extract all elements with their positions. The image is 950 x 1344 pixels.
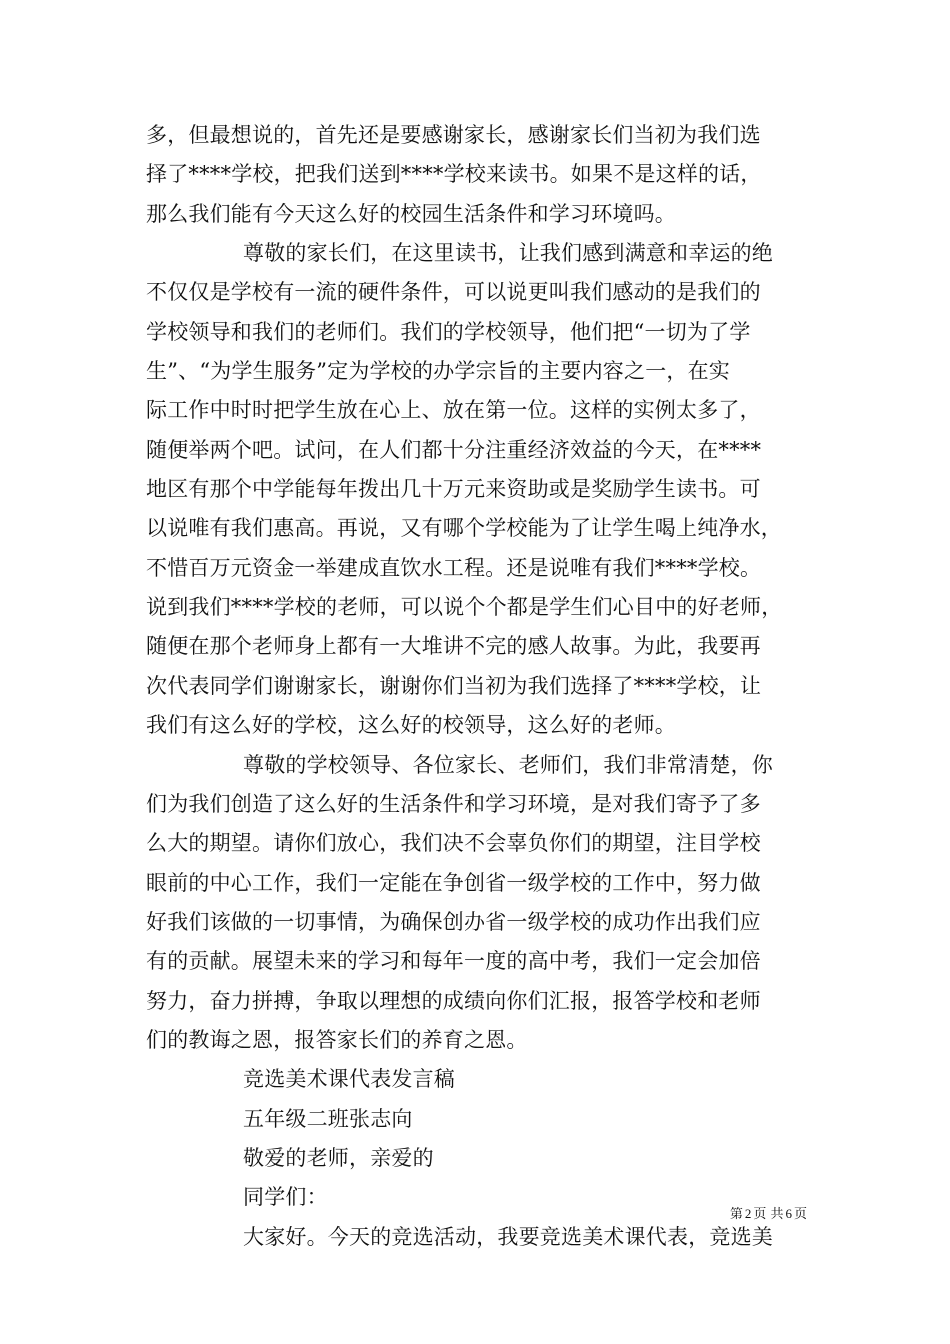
speaker-name: 五年级二班张志向 (243, 1106, 413, 1131)
text-line: 随便举两个吧。试问，在人们都十分注重经济效益的今天，在**** (146, 437, 762, 462)
total-page-count: 6 (785, 1206, 792, 1221)
text-line: 们的教诲之恩，报答家长们的养育之恩。 (146, 1027, 528, 1052)
text-line: 好我们该做的一切事情，为确保创办省一级学校的成功作出我们应 (146, 909, 761, 934)
text-line: 们为我们创造了这么好的生活条件和学习环境，是对我们寄予了多 (146, 791, 761, 816)
text-line: 生”、“为学生服务”定为学校的办学宗旨的主要内容之一，在实 (146, 359, 731, 384)
paragraph-start-line: 尊敬的学校领导、各位家长、老师们，我们非常清楚，你 (243, 752, 773, 777)
text-line: 么大的期望。请你们放心，我们决不会辜负你们的期望，注目学校 (146, 831, 761, 856)
text-line: 说到我们****学校的老师，可以说个个都是学生们心目中的好老师， (146, 595, 783, 620)
document-body (146, 116, 814, 1257)
text-line: 际工作中时时把学生放在心上、放在第一位。这样的实例太多了， (146, 398, 761, 423)
text-line: 多，但最想说的，首先还是要感谢家长，感谢家长们当初为我们选 (146, 123, 761, 147)
page-footer (730, 1205, 807, 1224)
text-line: 随便在那个老师身上都有一大堆讲不完的感人故事。为此，我要再 (146, 634, 761, 659)
footer-middle: 页 共 (753, 1207, 784, 1222)
speech-title: 竞选美术课代表发言稿 (243, 1067, 455, 1092)
paragraph-start-line: 大家好。今天的竞选活动，我要竞选美术课代表，竞选美 (243, 1224, 773, 1249)
current-page-number: 2 (744, 1206, 752, 1221)
text-line: 不惜百万元资金一举建成直饮水工程。还是说唯有我们****学校。 (146, 555, 762, 580)
text-line: 有的贡献。展望未来的学习和每年一度的高中考，我们一定会加倍 (146, 949, 761, 974)
text-line: 以说唯有我们惠高。再说，又有哪个学校能为了让学生喝上纯净水， (146, 516, 782, 541)
text-line: 择了****学校，把我们送到****学校来读书。如果不是这样的话， (146, 162, 762, 187)
text-line: 努力，奋力拼搏，争取以理想的成绩向你们汇报，报答学校和老师 (146, 988, 761, 1013)
footer-prefix: 第 (729, 1207, 743, 1222)
text-line: 学校领导和我们的老师们。我们的学校领导，他们把“一切为了学 (146, 319, 751, 344)
text-line: 次代表同学们谢谢家长，谢谢你们当初为我们选择了****学校，让 (146, 673, 762, 698)
paragraph-start-line: 尊敬的家长们，在这里读书，让我们感到满意和幸运的绝 (243, 241, 773, 266)
salutation-line: 同学们： (243, 1185, 328, 1210)
text-line: 我们有这么好的学校，这么好的校领导，这么好的老师。 (146, 713, 676, 738)
text-line: 眼前的中心工作，我们一定能在争创省一级学校的工作中，努力做 (146, 870, 761, 895)
text-line: 不仅仅是学校有一流的硬件条件，可以说更叫我们感动的是我们的 (146, 280, 761, 305)
footer-suffix: 页 (793, 1207, 807, 1222)
salutation-line: 敬爱的老师，亲爱的 (243, 1145, 434, 1170)
text-line: 地区有那个中学能每年拨出几十万元来资助或是奖励学生读书。可 (146, 477, 761, 502)
text-line: 那么我们能有今天这么好的校园生活条件和学习环境吗。 (146, 201, 676, 226)
